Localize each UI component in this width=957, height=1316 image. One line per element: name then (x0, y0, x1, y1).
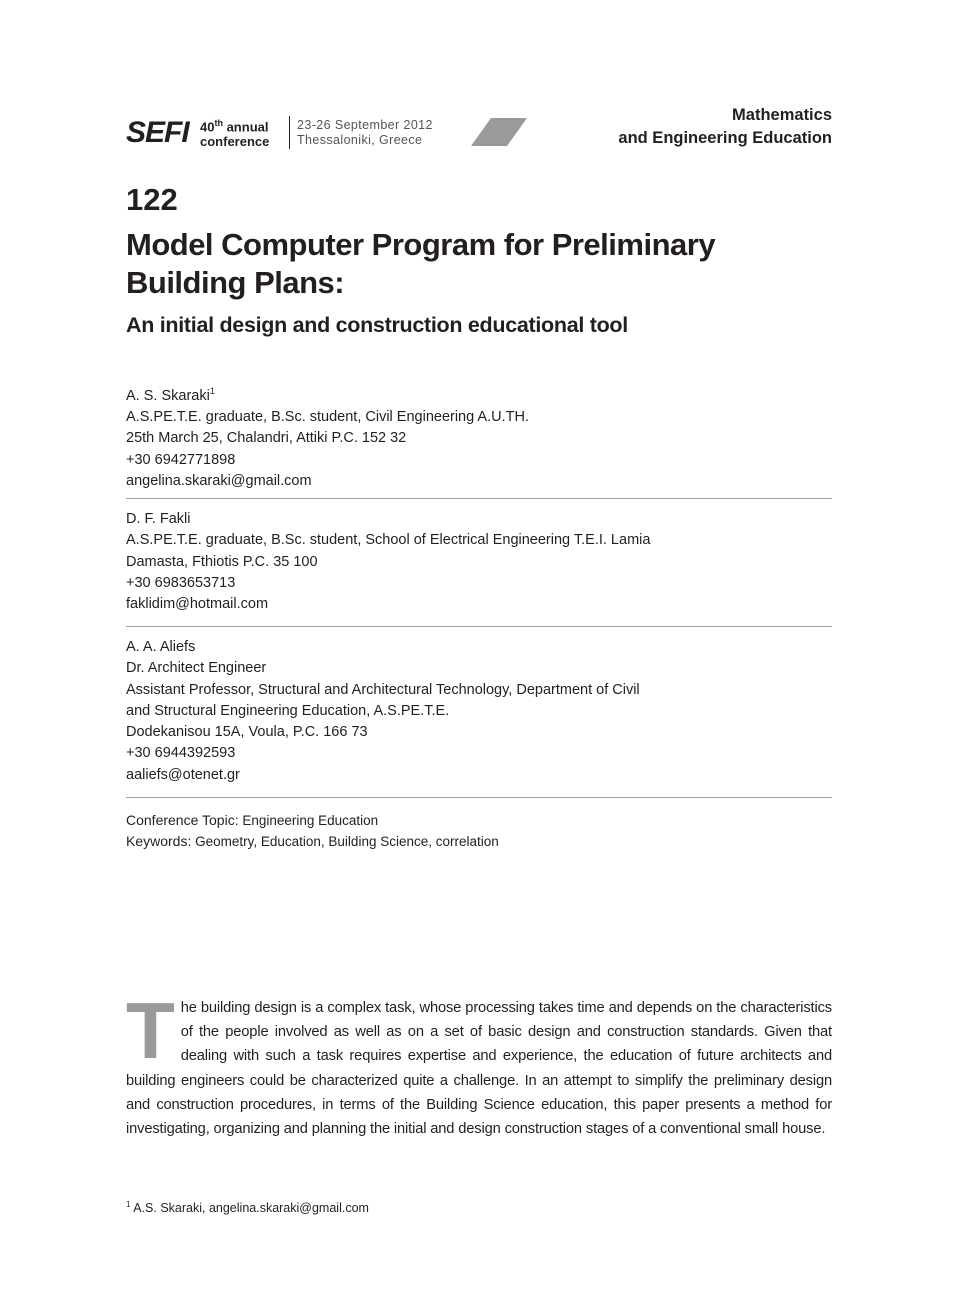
conference-date: 23-26 September 2012 (297, 118, 433, 132)
author-email: angelina.skaraki@gmail.com (126, 473, 312, 490)
section-heading (618, 104, 832, 150)
footnote-text: A.S. Skaraki, angelina.skaraki@gmail.com (130, 1201, 369, 1216)
footnote-mark: 1 (126, 1200, 131, 1209)
author-phone: +30 6944392593 (126, 745, 236, 762)
keywords-value: Geometry, Education, Building Science, correlation (191, 834, 499, 849)
author-email: faklidim@hotmail.com (126, 596, 269, 613)
paper-title-line1: Model Computer Program for Preliminary (126, 227, 716, 262)
author-name (126, 381, 832, 407)
conference-location: Thessaloniki, Greece (297, 133, 423, 147)
author-title: Dr. Architect Engineer (126, 660, 267, 677)
header-divider (289, 116, 290, 149)
author-address: Damasta, Fthiotis P.C. 35 100 (126, 553, 318, 570)
author-address: 25th March 25, Chalandri, Attiki P.C. 152 32 (126, 430, 407, 447)
author-divider (126, 797, 832, 798)
author-block (126, 509, 832, 615)
sefi-logo: SEFI (126, 116, 189, 149)
conference-edition-number: 40 (200, 119, 215, 135)
author-name: D. F. Fakli (126, 511, 191, 527)
abstract-text: he building design is a complex task, whose processing takes time and depends on the characteristics of the people involved as well as on a set of basic design and construction standards. Given that dealing with such a task requires expertise and experience, the education of future architects and building engineers could be characterized quite a challenge. In an attempt to simplify the preliminary design and construction procedures, in terms of the Building Science education, this paper presents a method for investigating, organizing and planning the initial and design construction stages of a conventional small house. (126, 1000, 832, 1138)
keywords-label: Keywords: (126, 833, 192, 849)
conference-topic-label: Conference Topic: (126, 812, 239, 828)
author-affiliation: Assistant Professor, Structural and Architectural Technology, Department of Civil (126, 681, 640, 698)
paper-subtitle: An initial design and construction educational tool (126, 313, 628, 337)
conference-edition-annual: annual (222, 119, 269, 135)
author-footnote-mark: 1 (209, 386, 215, 396)
conference-topic-value: Engineering Education (238, 813, 379, 828)
author-affiliation: A.S.PE.T.E. graduate, B.Sc. student, Civil Engineering A.U.TH. (126, 409, 529, 426)
conference-word: conference (200, 134, 270, 150)
author-divider (126, 626, 832, 627)
author-name: A. A. Aliefs (126, 639, 196, 655)
author-phone: +30 6983653713 (126, 574, 236, 591)
conference-edition-suffix: th (214, 118, 223, 128)
abstract-paragraph (126, 986, 832, 1141)
conference-topic (126, 810, 499, 831)
paper-meta (126, 810, 499, 852)
author-affiliation: A.S.PE.T.E. graduate, B.Sc. student, School of Electrical Engineering T.E.I. Lamia (126, 532, 651, 549)
author-affiliation-cont: and Structural Engineering Education, A.S.PE.T.E. (126, 702, 450, 719)
paper-title-line2: Building Plans: (126, 265, 345, 300)
section-heading-line2: and Engineering Education (618, 129, 832, 147)
conference-edition (200, 116, 269, 149)
drop-cap: T (126, 986, 175, 1075)
section-heading-line1: Mathematics (732, 106, 832, 124)
conference-date-location (297, 118, 433, 148)
author-divider (126, 498, 832, 499)
author-block (126, 381, 832, 492)
author-name-text: A. S. Skaraki (126, 387, 210, 404)
author-email: aaliefs@otenet.gr (126, 766, 240, 783)
keywords (126, 831, 499, 852)
parallelogram-decoration-icon (471, 118, 527, 146)
author-phone: +30 6942771898 (126, 451, 236, 468)
author-address: Dodekanisou 15A, Voula, P.C. 166 73 (126, 724, 368, 741)
paper-title (126, 226, 826, 302)
paper-number: 122 (126, 182, 178, 217)
footnote (126, 1196, 369, 1217)
conference-header (126, 104, 832, 154)
author-block (126, 637, 832, 786)
